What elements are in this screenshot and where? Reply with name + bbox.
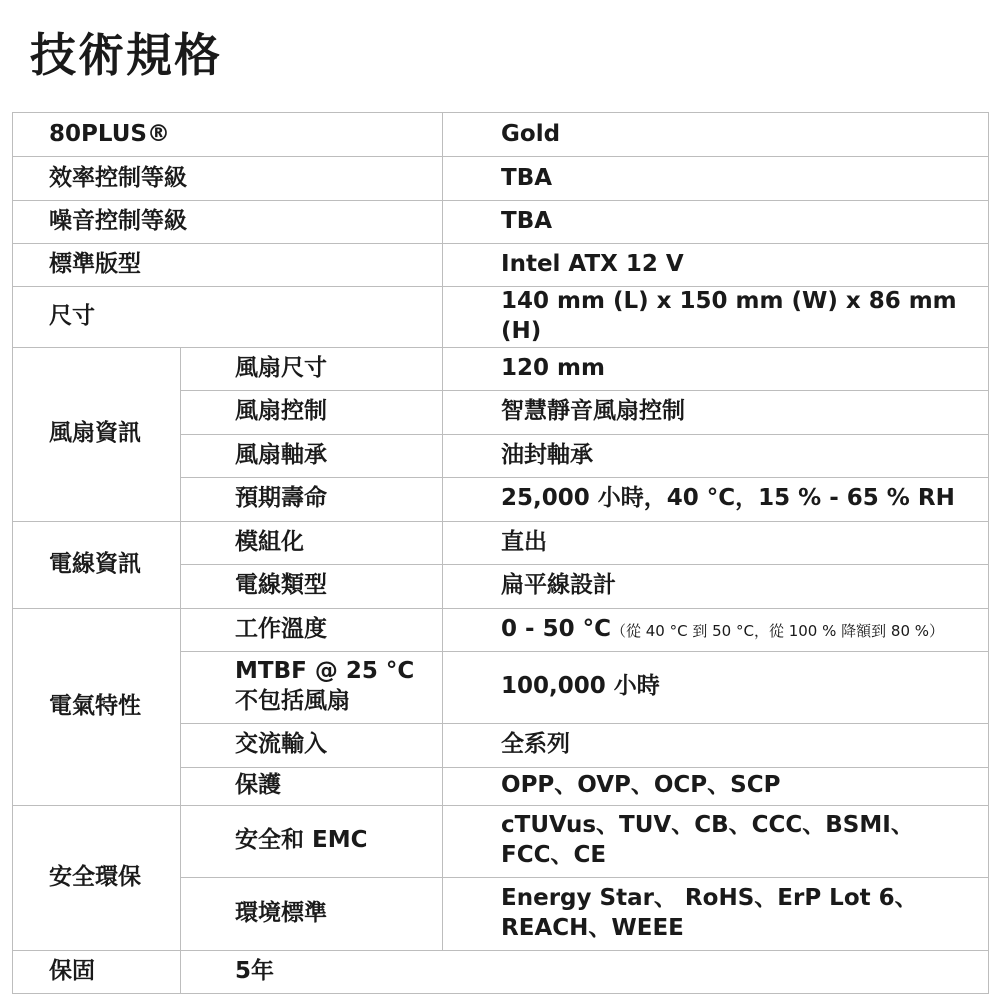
spec-label-modular: 模組化	[181, 521, 443, 564]
spec-label-noise: 噪音控制等級	[13, 201, 443, 244]
group-label-cable: 電線資訊	[13, 521, 181, 608]
spec-value-warranty: 5年	[181, 950, 989, 993]
spec-value-emc	[443, 805, 989, 877]
spec-label-protection: 保護	[181, 767, 443, 805]
spec-value-fan-size: 120 mm	[443, 347, 989, 390]
spec-value-dimensions: 140 mm (L) x 150 mm (W) x 86 mm (H)	[443, 287, 989, 348]
spec-label-80plus: 80PLUS®	[13, 113, 443, 157]
spec-label-operating-temp: 工作溫度	[181, 608, 443, 651]
mtbf-label-line2: 不包括風扇	[235, 688, 350, 715]
table-row	[13, 347, 989, 390]
table-row	[13, 608, 989, 651]
spec-label-fan-size: 風扇尺寸	[181, 347, 443, 390]
table-row	[13, 521, 989, 564]
operating-temp-note: （從 40 °C 到 50 °C，從 100 % 降額到 80 %）	[610, 621, 945, 640]
spec-value-80plus: Gold	[443, 113, 989, 157]
env-value-line2: REACH、WEEE	[501, 914, 684, 941]
group-label-safety: 安全環保	[13, 805, 181, 950]
spec-value-operating-temp	[443, 608, 989, 651]
spec-label-efficiency: 效率控制等級	[13, 157, 443, 201]
spec-label-dimensions: 尺寸	[13, 287, 443, 348]
spec-label-mtbf	[181, 651, 443, 723]
emc-value-line2: FCC、CE	[501, 842, 607, 869]
spec-value-modular: 直出	[443, 521, 989, 564]
table-row	[13, 113, 989, 157]
emc-value-line1: cTUVus、TUV、CB、CCC、BSMI、	[501, 812, 914, 839]
page-title: 技術規格	[30, 28, 222, 82]
spec-value-mtbf: 100,000 小時	[443, 651, 989, 723]
group-label-fan: 風扇資訊	[13, 347, 181, 521]
table-row	[13, 157, 989, 201]
table-row	[13, 201, 989, 244]
spec-value-protection: OPP、OVP、OCP、SCP	[443, 767, 989, 805]
spec-label-fan-control: 風扇控制	[181, 390, 443, 434]
spec-value-fan-control: 智慧靜音風扇控制	[443, 390, 989, 434]
spec-value-efficiency: TBA	[443, 157, 989, 201]
spec-label-environment: 環境標準	[181, 877, 443, 950]
table-row	[13, 950, 989, 993]
spec-label-ac-input: 交流輸入	[181, 723, 443, 767]
table-row	[13, 244, 989, 287]
spec-value-noise: TBA	[443, 201, 989, 244]
operating-temp-range: 0 - 50 °C	[501, 615, 611, 642]
spec-value-fan-lifespan: 25,000 小時，40 °C，15 % - 65 % RH	[443, 477, 989, 521]
spec-value-cable-type: 扁平線設計	[443, 564, 989, 608]
spec-label-cable-type: 電線類型	[181, 564, 443, 608]
spec-value-environment	[443, 877, 989, 950]
spec-value-ac-input: 全系列	[443, 723, 989, 767]
mtbf-label-line1: MTBF @ 25 °C	[235, 658, 415, 685]
spec-label-fan-bearing: 風扇軸承	[181, 434, 443, 477]
spec-label-warranty: 保固	[13, 950, 181, 993]
spec-value-fan-bearing: 油封軸承	[443, 434, 989, 477]
spec-label-form-factor: 標準版型	[13, 244, 443, 287]
spec-label-emc: 安全和 EMC	[181, 805, 443, 877]
table-row	[13, 805, 989, 877]
spec-table	[12, 112, 989, 994]
spec-value-form-factor: Intel ATX 12 V	[443, 244, 989, 287]
group-label-electrical: 電氣特性	[13, 608, 181, 805]
table-row	[13, 287, 989, 348]
spec-label-fan-lifespan: 預期壽命	[181, 477, 443, 521]
env-value-line1: Energy Star、 RoHS、ErP Lot 6、	[501, 884, 918, 911]
